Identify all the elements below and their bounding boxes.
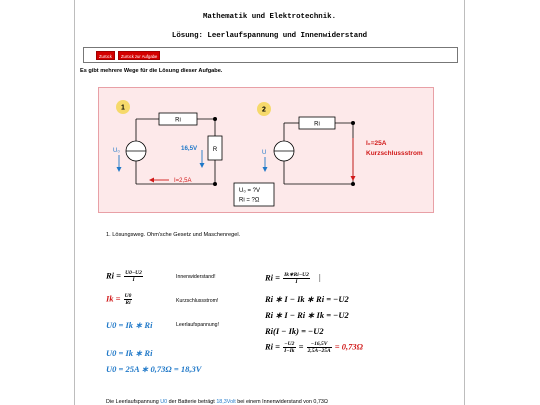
unknown-ri: Ri = ?Ω <box>239 197 260 204</box>
formula-ri: Ri = $\frac{U0-U2}{I}$ <box>106 270 142 283</box>
page-frame <box>74 0 465 405</box>
label-kurzschlussstrom: Kurzschlussstrom! <box>176 298 219 304</box>
circuit-svg <box>99 88 435 214</box>
circuit1-r-label: R <box>212 147 218 153</box>
circuit1-voltage-label: 16,5V <box>181 145 198 152</box>
circuit1-current-label: I=2,5A <box>174 178 192 184</box>
page-subtitle: Lösung: Leerlaufspannung und Innenwiderstand <box>171 32 368 40</box>
formula-r3: Ri ∗ I − Ri ∗ Ik = −U2 <box>265 310 349 320</box>
back-to-task-button[interactable]: Zurück zur Aufgabe <box>118 51 160 60</box>
back-button[interactable]: Zurück <box>96 51 115 60</box>
page-title: Mathematik und Elektrotechnik. <box>202 13 337 21</box>
intro-text: Es gibt mehrere Wege für die Lösung dieser Aufgabe. <box>80 68 223 74</box>
formula-ik: Ik = $\frac{U0}{Ri}$ <box>106 293 132 306</box>
step1-heading: 1. Lösungsweg. Ohm'sche Gesetz und Maschenregel. <box>106 232 241 238</box>
circuit2-short-current: I₀=25A <box>366 140 387 147</box>
circuit1-u0-label: U₀ <box>113 148 120 154</box>
formula-u0-repeat: U0 = Ik ∗ Ri <box>106 348 153 358</box>
circuit2-u-label: U <box>262 150 267 156</box>
text-cursor-icon: | <box>319 272 321 283</box>
formula-r1: Ri = $\frac{Ik∗Ri-U2}{I}$ | <box>265 272 321 285</box>
label-leerlaufspannung: Leerlaufspannung! <box>176 322 219 328</box>
label-innenwiderstand: Innenwiderstand! <box>176 274 216 280</box>
formula-u0-result: U0 = 25A ∗ 0,73Ω = 18,3V <box>106 364 202 374</box>
formula-u0: U0 = Ik ∗ Ri <box>106 320 153 330</box>
circuit-diagram <box>98 87 434 213</box>
circuit2-ri-label: Ri <box>314 121 320 128</box>
formula-r5: Ri = $\frac{-U2}{I-Ik}$ = $\frac{-16,5V}{2,5A-25A}$ = 0,73Ω <box>265 341 363 354</box>
circuit2-short-caption: Kurzschlussstrom <box>366 150 423 157</box>
circuit1-ri-label: Ri <box>175 117 181 124</box>
nav-bar <box>83 47 458 63</box>
formula-r4: Ri(I − Ik) = −U2 <box>265 326 324 336</box>
unknown-u0: U₀ = ?V <box>239 188 260 194</box>
circuit2-number: 2 <box>262 106 266 114</box>
summary-text: Die Leerlaufspannung U0 der Batterie beträgt 18,3Volt bei einem Innenwiderstand von 0,73Ω <box>106 399 328 405</box>
circuit1-number: 1 <box>121 104 125 112</box>
formula-r2: Ri ∗ I − Ik ∗ Ri = −U2 <box>265 294 349 304</box>
